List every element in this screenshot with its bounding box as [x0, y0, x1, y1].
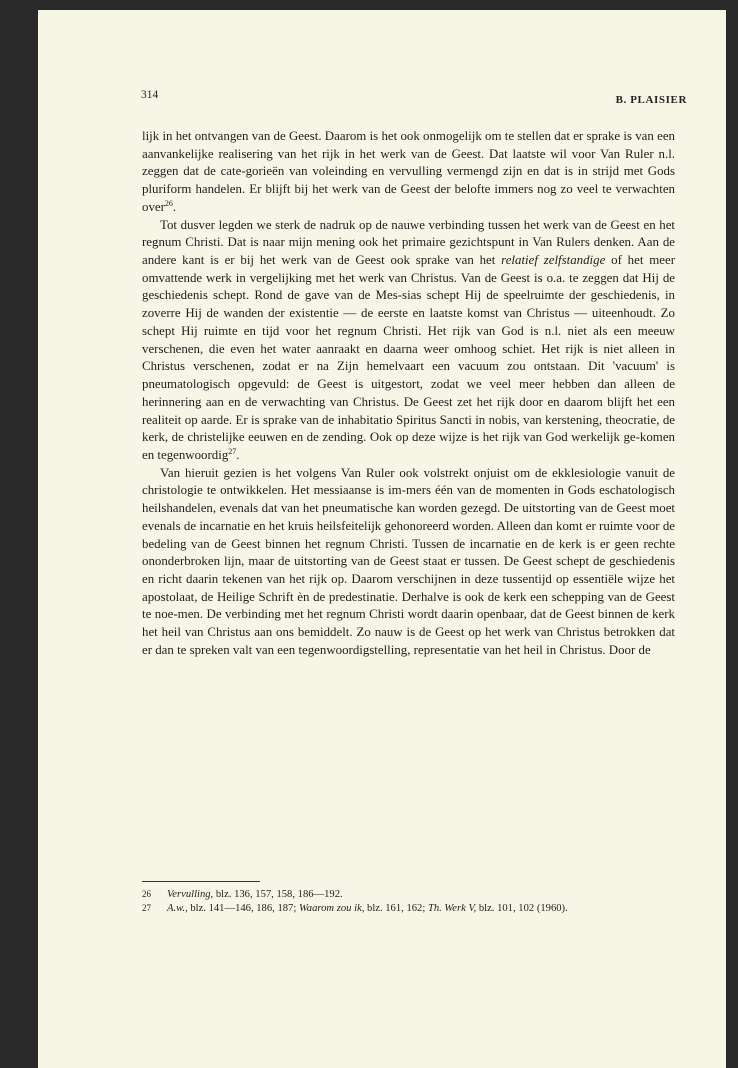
footnote-title: A.w.,: [167, 902, 188, 914]
footnote-title-3: Th. Werk V,: [427, 902, 477, 914]
footnote-text: blz. 141—146, 186, 187;: [187, 902, 299, 914]
paragraph-2-text-a: Tot dusver legden we sterk de nadruk op de nauwe verbinding tussen het werk van de Geest en het regnum Christi. Dat is naar mijn mening ook het primaire gezichtspunt in Van Rulers denken. Aan de andere kant is er bij: [142, 217, 675, 268]
paragraph-2-tail: of het meer: [605, 253, 676, 268]
footnotes: [142, 888, 675, 915]
footnote-title-2: Waarom zou ik,: [298, 902, 365, 914]
footnote-27: [142, 902, 675, 916]
body-text: [142, 128, 675, 660]
paragraph-2-lead: het werk van de Geest ook sprake van het: [259, 253, 502, 268]
paragraph-2-text-b: omvattende werk in vergelijking met het werk van Christus. Van de Geest is o.a. te zeggen dat Hij de geschiedenis schept. Rond de gave van de Mes-sias schept Hij de speelruimte der geschiedenis, in zoverre Hij de wanden der existentie — de eerste en laatste komst van Christus — uiteenhoudt. Zo schept Hij ruimte en tijd voor het regnum Christi. Het rijk van God is n.l. niet als een meeuw verschenen, die even het water aanraakt en daarna weer omhoog schiet. Het rijk is niet alleen in Christus verschenen, zodat er na Zijn hemelvaart een vacuum zou ontstaan. Dit 'vacuum' is pneumatologisch opgevuld: de Geest is uitgestort, zodat we veel meer hebben dan alleen de herinnering aan en de verwachting van Christus. De Geest zet het rijk door en daarom blijft het een realiteit op aarde. Er is sprake van de inhabitatio Spiritus Sancti in nobis, van kerstening, theocratie, de kerk, de christelijke eeuwen en de zending. Ook op deze wijze is het rijk van God werkelijk ge-komen en tegenwoordig: [142, 270, 675, 462]
footnote-text: blz. 136, 157, 158, 186—192.: [213, 889, 343, 900]
footnote-rule: [142, 881, 260, 882]
book-page: [38, 10, 726, 1068]
footnote-title: Vervulling,: [167, 889, 214, 900]
page-number: 314: [141, 89, 159, 101]
running-head: B. PLAISIER: [615, 94, 687, 106]
paragraph-3-text: Van hieruit gezien is het volgens Van Ruler ook volstrekt onjuist om de ekklesiologie vanuit de christologie te ontwikkelen. Het messiaanse is im-mers één van de momenten in Gods eschatologisch heilshandelen, evenals dat van het pneumatische kan worden gezegd. De uitstorting van de Geest moet evenals de incarnatie en het kruis heilsfeitelijk gehonoreerd worden. Alleen dan komt er ruimte voor de bedeling van de Geest binnen het regnum Christi. Tussen de incarnatie en de kerk is er geen rechte ononderbroken lijn, maar de uitstorting van de Geest staat er tussen. De Geest schept de geschiedenis en richt daarin tekenen van het rijk op. Daarom verschijnen in deze tussentijd op essentiële wijze het apostolaat, de Heilige Schrift èn de predestinatie. Derhalve is ook de kerk een schepping van de Geest te noe-men. De verbinding met het regnum Christi wordt daarin openbaar, dat de Geest binnen de kerk het heil van Christus aan ons bemiddelt. Zo nauw is de Geest op het werk van Christus betrokken dat er dan te spreken valt van een tegenwoordigstelling, representatie van het heil in Christus. Door de: [142, 465, 675, 657]
footnote-text-3: blz. 101, 102 (1960).: [476, 902, 568, 914]
footnote-number: 26: [142, 889, 151, 899]
footnote-ref-27: 27: [228, 446, 237, 456]
paragraph-1-text: lijk in het ontvangen van de Geest. Daarom is het ook onmogelijk om te stellen dat er sprake is van een aanvankelijke realisering van het rijk in het werk van de Geest. Dat laatste wil voor Van Ruler n.l. zeggen dat de cate-gorieën van voleinding en vervulling vermengd zijn en dat is in strijd met Gods pluriform handelen. Er blijft bij het werk van de Geest der belofte immers nog zo veel te verwachten over: [142, 129, 675, 214]
paragraph-1-end: .: [172, 199, 177, 214]
footnote-text-2: blz. 161, 162;: [364, 902, 428, 914]
paragraph-3: [142, 465, 675, 660]
paragraph-1: [142, 128, 675, 217]
paragraph-2: [142, 217, 675, 465]
footnote-26: [142, 888, 675, 902]
paragraph-2-end: .: [236, 447, 240, 462]
italic-phrase: relatief zelfstandige: [501, 253, 606, 268]
footnote-number: 27: [142, 902, 151, 913]
footnote-ref-26: 26: [164, 198, 173, 208]
